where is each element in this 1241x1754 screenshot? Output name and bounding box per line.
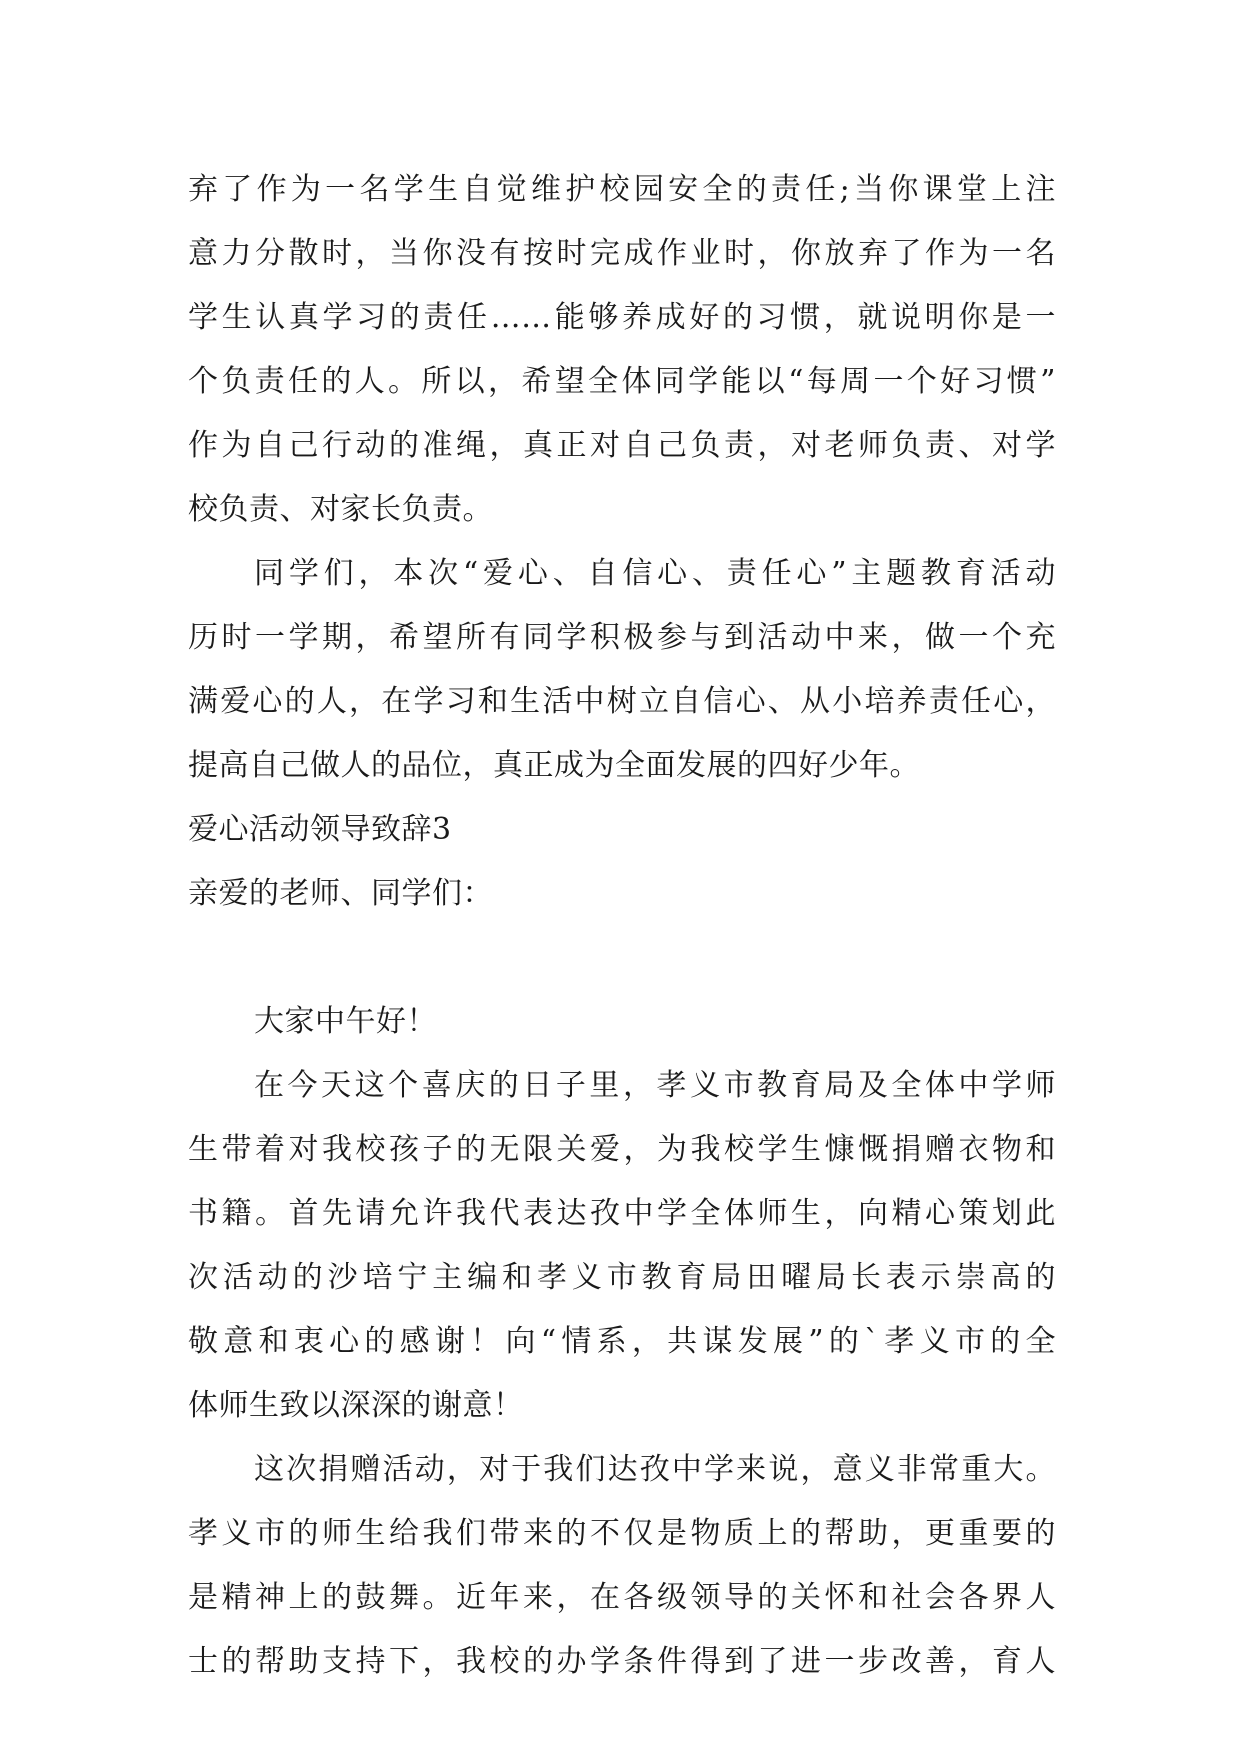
text-line: 学生认真学习的责任……能够养成好的习惯，就说明你是一: [188, 300, 1056, 335]
text-line: 次活动的沙培宁主编和孝义市教育局田曜局长表示崇高的: [188, 1260, 1056, 1295]
text-line: 书籍。首先请允许我代表达孜中学全体师生，向精心策划此: [188, 1196, 1056, 1231]
text-line: 提高自己做人的品位，真正成为全面发展的四好少年。: [188, 748, 920, 783]
paragraph-first-line: 同学们，本次“爱心、自信心、责任心”主题教育活动: [254, 556, 1056, 591]
paragraph-first-line: 这次捐赠活动，对于我们达孜中学来说，意义非常重大。: [254, 1452, 1056, 1487]
document-body: [188, 158, 1056, 1694]
text-line: 敬意和衷心的感谢！向“情系，共谋发展”的`孝义市的全: [188, 1324, 1056, 1359]
blank-line: [188, 926, 1056, 990]
text-line: 历时一学期，希望所有同学积极参与到活动中来，做一个充: [188, 620, 1056, 655]
text-line: 作为自己行动的准绳，真正对自己负责，对老师负责、对学: [188, 428, 1056, 463]
text-line: 士的帮助支持下，我校的办学条件得到了进一步改善，育人: [188, 1644, 1056, 1679]
text-line: 意力分散时，当你没有按时完成作业时，你放弃了作为一名: [188, 236, 1056, 271]
text-line: 弃了作为一名学生自觉维护校园安全的责任;当你课堂上注: [188, 172, 1056, 207]
salutation: 亲爱的老师、同学们：: [188, 876, 493, 911]
greeting: 大家中午好！: [254, 1004, 437, 1039]
text-line: 个负责任的人。所以，希望全体同学能以“每周一个好习惯”: [188, 364, 1056, 399]
text-line: 体师生致以深深的谢意！: [188, 1388, 524, 1423]
text-line: 满爱心的人，在学习和生活中树立自信心、从小培养责任心，: [188, 684, 1056, 719]
text-line: 校负责、对家长负责。: [188, 492, 493, 527]
text-line: 是精神上的鼓舞。近年来，在各级领导的关怀和社会各界人: [188, 1580, 1056, 1615]
paragraph-first-line: 在今天这个喜庆的日子里，孝义市教育局及全体中学师: [254, 1068, 1056, 1103]
section-heading: 爱心活动领导致辞3: [188, 812, 452, 847]
text-line: 生带着对我校孩子的无限关爱，为我校学生慷慨捐赠衣物和: [188, 1132, 1056, 1167]
text-line: 孝义市的师生给我们带来的不仅是物质上的帮助，更重要的: [188, 1516, 1056, 1551]
